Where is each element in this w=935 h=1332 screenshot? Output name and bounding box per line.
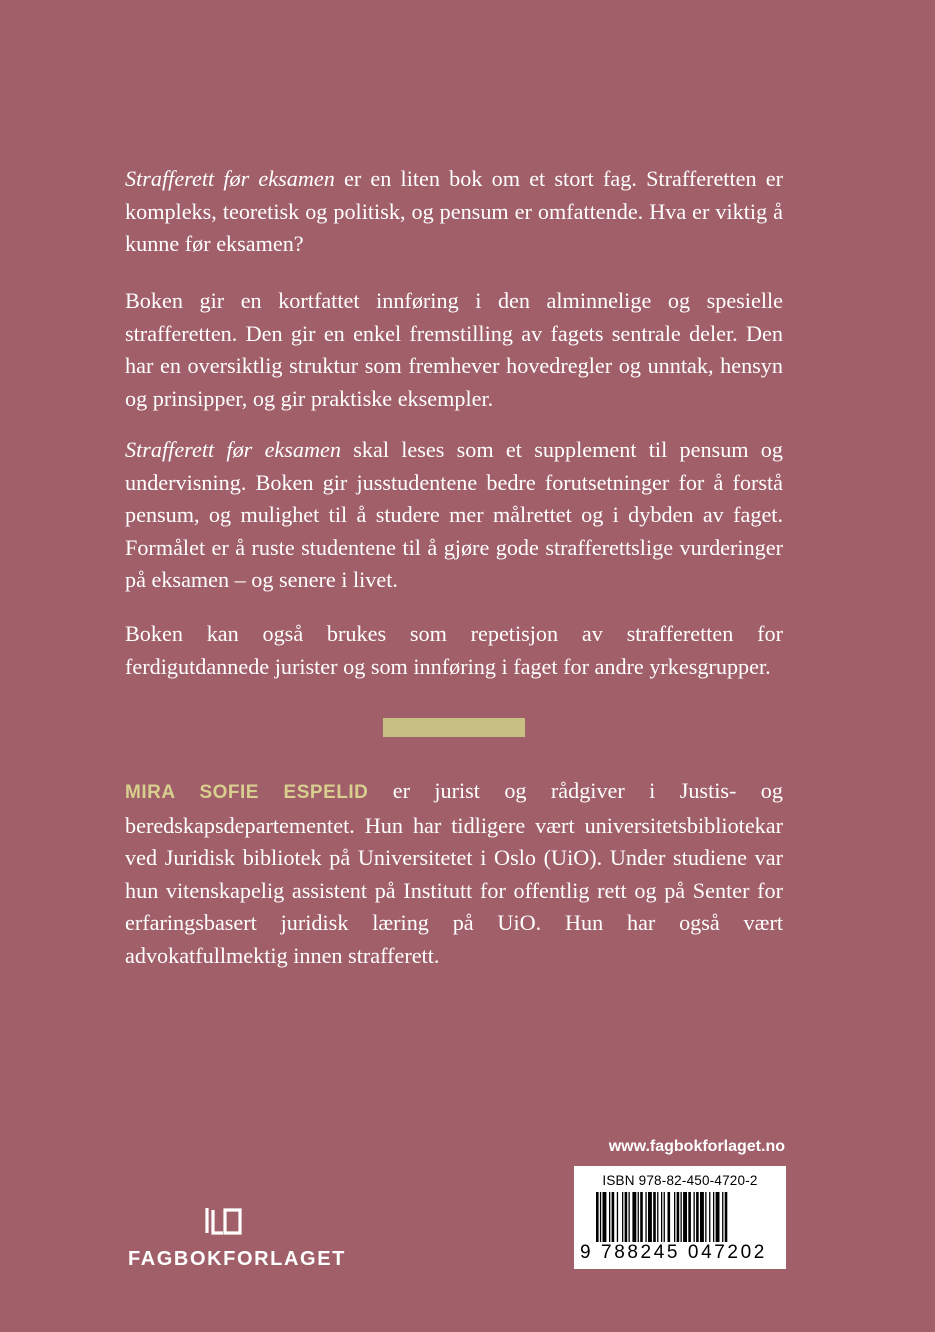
description-paragraph-3 [125, 434, 783, 597]
description-paragraph-4 [125, 618, 783, 683]
author-name: MIRA SOFIE ESPELID [125, 782, 369, 803]
author-bio [125, 775, 783, 972]
publisher-website[interactable]: www.fagbokforlaget.no [608, 1138, 785, 1155]
paragraph-text: Boken gir en kortfattet innføring i den alminnelige og spesielle strafferetten. Den gir en enkel fremstilling av fagets sentrale deler. Den har en oversiktlig struktur som fremhever hovedregler og unntak, hensyn og prinsipper, og gir praktiske eksempler. [125, 288, 783, 411]
barcode-bars [596, 1192, 764, 1242]
author-bio-text: er jurist og rådgiver i Justis- og beredskapsdepartementet. Hun har tidligere vært universitetsbibliotekar ved Juridisk bibliotek på Universitetet i Oslo (UiO). Under studiene var hun vitenskapelig assistent på Institutt for offentlig rett og på Senter for erfaringsbasert juridisk læring på UiO. Hun har også vært advokatfullmektig innen strafferett. [125, 778, 783, 968]
section-divider [383, 718, 525, 737]
paragraph-text: Boken kan også brukes som repetisjon av strafferetten for ferdigutdannede jurister og som innføring i faget for andre yrkesgrupper. [125, 621, 783, 679]
open-book-logo-icon [204, 1206, 244, 1236]
isbn-label: ISBN 978-82-450-4720-2 [602, 1173, 758, 1188]
publisher-name: FAGBOKFORLAGET [128, 1248, 346, 1270]
book-title-italic: Strafferett før eksamen [125, 166, 335, 191]
isbn-barcode [574, 1166, 786, 1269]
barcode-digits: 9 788245 047202 [580, 1242, 767, 1263]
paragraph-text: er en liten bok om et stort fag. Strafferetten er kompleks, teoretisk og politisk, og pensum er omfattende. Hva er viktig å kunne før eksamen? [125, 166, 783, 256]
description-paragraph-1 [125, 163, 783, 261]
paragraph-text: skal leses som et supplement til pensum og undervisning. Boken gir jusstudentene bedre forutsetninger for å forstå pensum, og mulighet til å studere mer målrettet og i dybden av faget. Formålet er å ruste studentene til å gjøre gode strafferettslige vurderinger på eksamen – og senere i livet. [125, 437, 783, 592]
book-title-italic: Strafferett før eksamen [125, 437, 341, 462]
description-paragraph-2 [125, 285, 783, 415]
